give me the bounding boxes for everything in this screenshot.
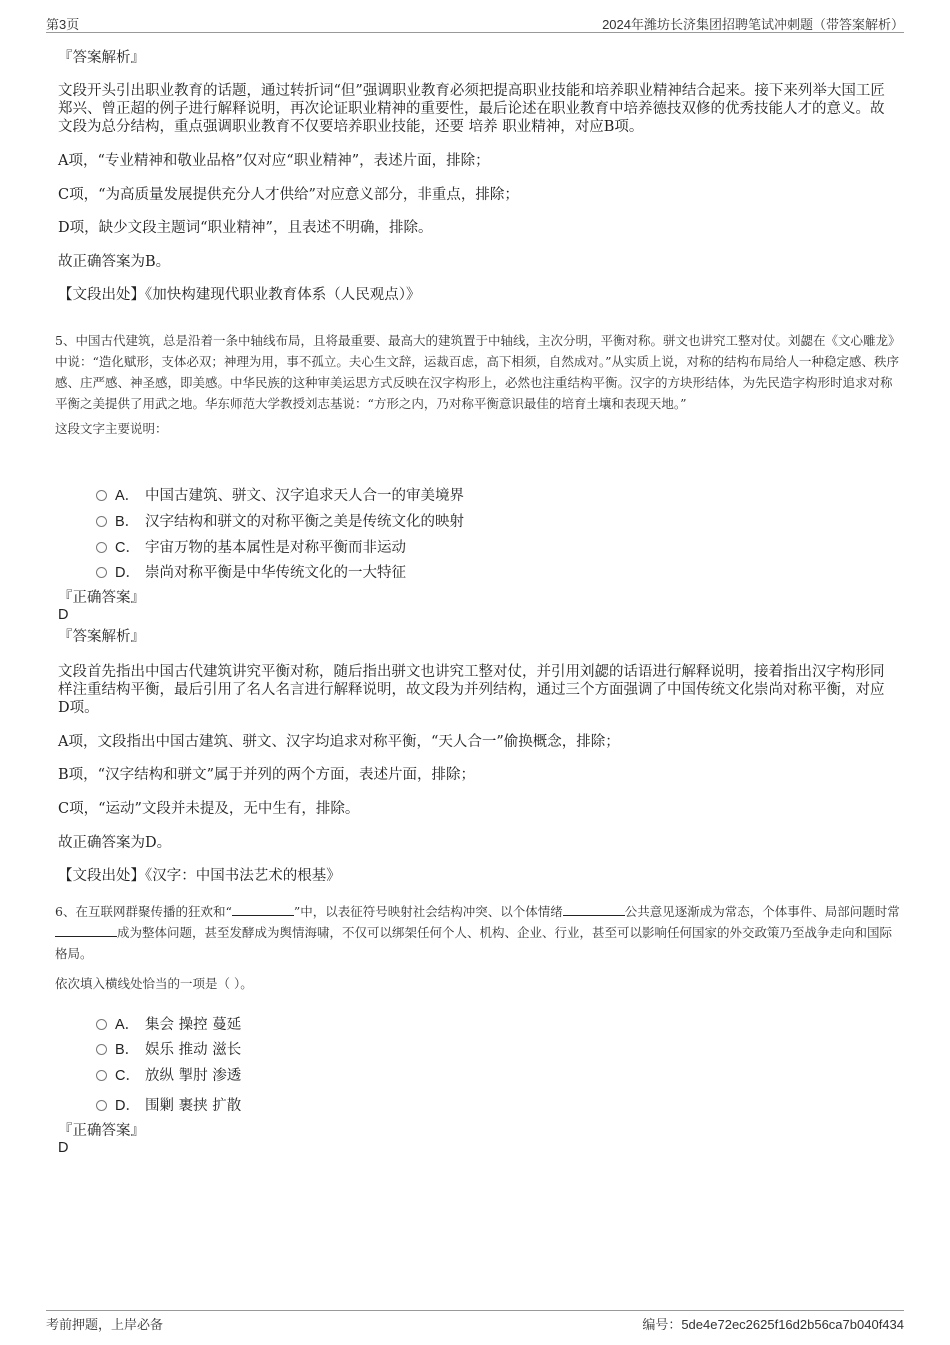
- q6-stem: [55, 901, 900, 964]
- radio-icon[interactable]: [96, 567, 107, 578]
- option-text: 汉字结构和骈文的对称平衡之美是传统文化的映射: [145, 514, 464, 530]
- q6-answer-label: 『正确答案』: [58, 1123, 145, 1139]
- radio-icon[interactable]: [96, 1019, 107, 1030]
- q6-stem-part-3: 公共意见逐渐成为常态，个体事件、局部问题时常: [624, 904, 900, 919]
- fill-blank-2: [563, 903, 625, 916]
- option-key: D．: [115, 565, 140, 581]
- option-key: C．: [115, 1068, 140, 1084]
- document-title: 2024年潍坊长济集团招聘笔试冲刺题（带答案解析）: [602, 17, 904, 32]
- option-key: D．: [115, 1098, 140, 1114]
- q6-question: 依次填入横线处恰当的一项是（ ）。: [55, 976, 253, 991]
- q4-analysis-intro: 文段开头引出职业教育的话题，通过转折词“但”强调职业教育必须把提高职业技能和培养职业精神结合起来。接下来列举大国工匠郑兴、曾正超的例子进行解释说明，再次论证职业精神的重要性，最后论述在职业教育中培养德技双修的优秀技能人才的意义。故文段为总分结构，重点强调职业教育不仅要培养职业技能，还要 培养 职业精神，对应B项。: [58, 83, 885, 135]
- option-text: 崇尚对称平衡是中华传统文化的一大特征: [145, 565, 406, 581]
- radio-icon[interactable]: [96, 490, 107, 501]
- fill-blank-3: [55, 924, 117, 937]
- fill-blank-1: [232, 903, 294, 916]
- q6-stem-part-4: 成为整体问题，甚至发酵成为舆情海啸，不仅可以绑架任何个人、机构、企业、行业，甚至可以影响任何国家的外交政策乃至战争走向和国际格局。: [55, 925, 893, 961]
- q5-answer: D: [58, 607, 69, 623]
- q5-analysis-option-c: C项，“运动”文段并未提及，无中生有，排除。: [58, 801, 360, 817]
- q6-option-b[interactable]: [96, 1038, 241, 1059]
- option-text: 中国古建筑、骈文、汉字追求天人合一的审美境界: [145, 488, 464, 504]
- radio-icon[interactable]: [96, 516, 107, 527]
- q5-option-d[interactable]: [96, 561, 406, 582]
- q6-option-c[interactable]: [96, 1064, 241, 1085]
- q4-analysis-option-d: D项，缺少文段主题词“职业精神”，且表述不明确，排除。: [58, 220, 433, 236]
- q4-analysis-label: 『答案解析』: [58, 50, 145, 66]
- code-value: 5de4e72ec2625f16d2b56ca7b040f434: [681, 1317, 904, 1332]
- q5-question: 这段文字主要说明：: [55, 421, 168, 436]
- q5-analysis-label: 『答案解析』: [58, 629, 145, 645]
- q4-source: 【文段出处】《加快构建现代职业教育体系（人民观点）》: [58, 287, 421, 303]
- option-key: C．: [115, 540, 140, 556]
- q6-option-a[interactable]: [96, 1013, 241, 1034]
- radio-icon[interactable]: [96, 1044, 107, 1055]
- q6-stem-part-2: ”中，以表征符号映射社会结构冲突、以个体情绪: [293, 904, 563, 919]
- footer-divider: [46, 1310, 904, 1311]
- q6-answer: D: [58, 1140, 69, 1156]
- header-divider: [46, 32, 904, 33]
- q4-analysis-option-a: A项，“专业精神和敬业品格”仅对应“职业精神”，表述片面，排除；: [58, 153, 490, 169]
- q5-analysis-option-a: A项，文段指出中国古建筑、骈文、汉字均追求对称平衡，“天人合一”偷换概念，排除；: [58, 734, 620, 750]
- radio-icon[interactable]: [96, 1100, 107, 1111]
- q5-stem: 5、中国古代建筑，总是沿着一条中轴线布局，且将最重要、最高大的建筑置于中轴线，主次分明，平衡对称。骈文也讲究工整对仗。刘勰在《文心雕龙》中说：“造化赋形，支体必双；神理为用，事不孤立。夫心生文辞，运裁百虑，高下相须，自然成对。”从实质上说，对称的结构布局给人一种稳定感、秩序感、庄严感、神圣感，即美感。中华民族的这种审美运思方式反映在汉字构形上，必然也注重结构平衡。汉字的方块形结体，为先民造字构形时追求对称平衡之美提供了用武之地。华东师范大学教授刘志基说：“方形之内，乃对称平衡意识最佳的培育土壤和表现天地。”: [55, 333, 900, 411]
- q5-option-a[interactable]: [96, 484, 464, 505]
- footer-slogan: 考前押题，上岸必备: [46, 1317, 164, 1332]
- q6-option-d[interactable]: [96, 1094, 241, 1115]
- option-text: 放纵 掣肘 渗透: [145, 1068, 242, 1084]
- page-number: 第3页: [46, 17, 80, 32]
- q5-analysis-intro: 文段首先指出中国古代建筑讲究平衡对称，随后指出骈文也讲究工整对仗，并引用刘勰的话语进行解释说明，接着指出汉字构形同样注重结构平衡，最后引用了名人名言进行解释说明，故文段为并列结构，通过三个方面强调了中国传统文化崇尚对称平衡，对应D项。: [58, 664, 885, 716]
- q5-option-b[interactable]: [96, 510, 464, 531]
- q5-conclusion: 故正确答案为D。: [58, 835, 172, 851]
- option-text: 宇宙万物的基本属性是对称平衡而非运动: [145, 540, 406, 556]
- radio-icon[interactable]: [96, 542, 107, 553]
- option-text: 集会 操控 蔓延: [145, 1017, 242, 1033]
- document-code: [642, 1314, 904, 1333]
- q6-stem-part-1: 6、在互联网群聚传播的狂欢和“: [55, 904, 232, 919]
- q5-analysis-option-b: B项，“汉字结构和骈文”属于并列的两个方面，表述片面，排除；: [58, 767, 475, 783]
- radio-icon[interactable]: [96, 1070, 107, 1081]
- q5-answer-label: 『正确答案』: [58, 590, 145, 606]
- option-key: B．: [115, 1042, 140, 1058]
- option-text: 娱乐 推动 滋长: [145, 1042, 242, 1058]
- option-key: A．: [115, 1017, 140, 1033]
- q4-analysis-option-c: C项，“为高质量发展提供充分人才供给”对应意义部分，非重点，排除；: [58, 187, 519, 203]
- q4-conclusion: 故正确答案为B。: [58, 254, 171, 270]
- code-label: 编号：: [642, 1317, 682, 1332]
- option-key: A．: [115, 488, 140, 504]
- q5-option-c[interactable]: [96, 536, 406, 557]
- option-text: 围剿 裹挟 扩散: [145, 1098, 242, 1114]
- q5-source: 【文段出处】《汉字：中国书法艺术的根基》: [58, 868, 341, 884]
- option-key: B．: [115, 514, 140, 530]
